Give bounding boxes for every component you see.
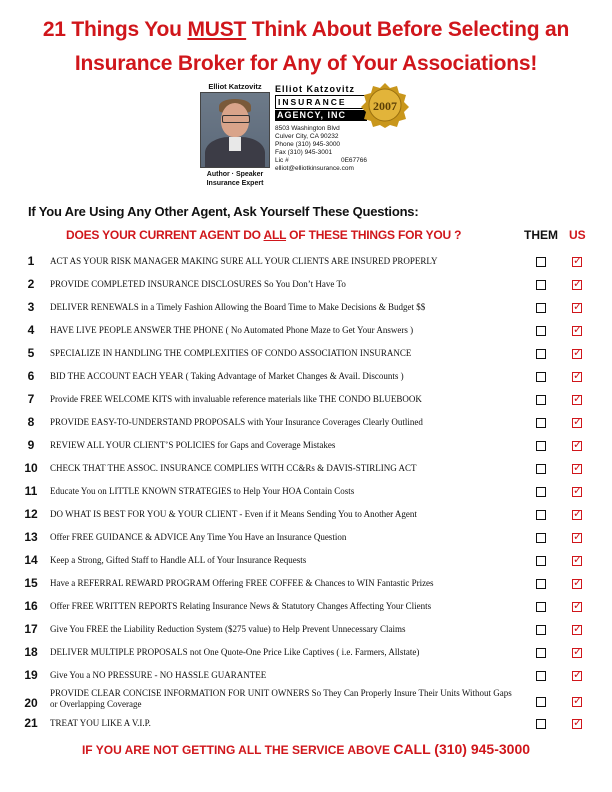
checklist-row [0,553,612,573]
page-title-line-2: Insurance Broker for Any of Your Associations! [74,52,538,75]
author-caption-1: Author · Speaker [206,171,264,178]
checkmark-icon: ✓ [573,668,583,681]
author-name: Elliot Katzovitz [208,82,262,91]
us-checkbox[interactable] [572,576,583,589]
checklist-row [0,530,612,550]
item-text: DELIVER MULTIPLE PROPOSALS not One Quote-One Price Like Captives ( i.e. Farmers, Allstate) [50,647,420,657]
checkmark-icon: ✓ [573,622,583,635]
them-checkbox[interactable] [536,349,546,359]
them-checkbox[interactable] [536,648,546,658]
item-number: 14 [24,553,38,567]
item-number: 11 [24,484,38,498]
item-text: REVIEW ALL YOUR CLIENT’S POLICIES for Gaps and Coverage Mistakes [50,440,336,450]
checkmark-icon: ✓ [573,716,583,729]
them-checkbox[interactable] [536,671,546,681]
item-text: ACT AS YOUR RISK MANAGER MAKING SURE ALL YOUR CLIENTS ARE INSURED PROPERLY [50,256,438,266]
them-checkbox[interactable] [536,464,546,474]
checklist-row [0,415,612,435]
us-checkbox[interactable] [572,694,583,707]
footer-call-to-action [0,741,612,757]
item-text: Provide FREE WELCOME KITS with invaluable reference materials like THE CONDO BLUEBOOK [50,394,422,404]
us-checkbox[interactable] [572,438,583,451]
checkmark-icon: ✓ [573,461,583,474]
checklist-row [0,323,612,343]
them-checkbox[interactable] [536,602,546,612]
item-text: PROVIDE COMPLETED INSURANCE DISCLOSURES So You Don’t Have To [50,279,346,289]
item-number: 16 [24,599,38,613]
us-checkbox[interactable] [572,553,583,566]
them-checkbox[interactable] [536,395,546,405]
us-checkbox[interactable] [572,254,583,267]
footer-text: IF YOU ARE NOT GETTING ALL THE SERVICE ABOVE [81,743,394,757]
them-checkbox[interactable] [536,418,546,428]
subheading-text: OF THESE THINGS FOR YOU ? [286,228,462,242]
us-checkbox[interactable] [572,415,583,428]
item-number: 1 [27,254,35,268]
title-emphasis: MUST [187,18,247,41]
footer-phone: CALL (310) 945-3000 [393,741,531,757]
checklist-row [0,507,612,527]
checklist-row [0,300,612,320]
phone-line: Phone (310) 945-3000 [275,141,341,148]
us-checkbox[interactable] [572,369,583,382]
checklist-row [0,668,612,688]
us-checkbox[interactable] [572,346,583,359]
item-number: 15 [24,576,38,590]
them-checkbox[interactable] [536,533,546,543]
checkmark-icon: ✓ [573,277,583,290]
item-text: Have a REFERRAL REWARD PROGRAM Offering FREE COFFEE & Chances to WIN Fantastic Prizes [50,578,434,588]
checkmark-icon: ✓ [573,553,583,566]
agency-address [275,125,367,173]
checkmark-icon: ✓ [573,300,583,313]
them-checkbox[interactable] [536,719,546,729]
intro-question: If You Are Using Any Other Agent, Ask Yourself These Questions: [28,204,419,219]
item-text: PROVIDE EASY-TO-UNDERSTAND PROPOSALS with Your Insurance Coverages Clearly Outlined [50,417,423,427]
them-checkbox[interactable] [536,257,546,267]
them-checkbox[interactable] [536,280,546,290]
item-number: 13 [24,530,38,544]
checkmark-icon: ✓ [573,694,583,707]
them-checkbox[interactable] [536,579,546,589]
checkmark-icon: ✓ [573,530,583,543]
license-value: 0E67766 [340,157,367,164]
page-title-line-1 [0,16,612,44]
item-number: 20 [24,696,38,710]
us-checkbox[interactable] [572,392,583,405]
us-checkbox[interactable] [572,645,583,658]
seal-year: 2007 [373,99,397,113]
title-text: 21 Things You [42,18,188,41]
us-checkbox[interactable] [572,507,583,520]
them-checkbox[interactable] [536,303,546,313]
agency-card-line1: INSURANCE [275,95,367,109]
us-checkbox[interactable] [572,300,583,313]
item-number: 17 [24,622,38,636]
item-number: 6 [27,369,35,383]
them-checkbox[interactable] [536,372,546,382]
item-text: Educate You on LITTLE KNOWN STRATEGIES to Help Your HOA Contain Costs [50,486,355,496]
item-number: 9 [27,438,35,452]
subheading-emphasis: ALL [263,228,287,242]
agency-card [275,84,367,173]
checklist-row [0,254,612,274]
us-checkbox[interactable] [572,461,583,474]
subheading [66,228,461,242]
checklist-row [0,690,612,710]
checklist-row [0,438,612,458]
title-text: Think About Before Selecting an [246,18,570,41]
item-number: 18 [24,645,38,659]
item-text: DELIVER RENEWALS in a Timely Fashion Allowing the Board Time to Make Decisions & Budget $$ [50,302,426,312]
us-checkbox[interactable] [572,668,583,681]
item-text: DO WHAT IS BEST FOR YOU & YOUR CLIENT - Even if it Means Sending You to Another Agent [50,509,417,519]
award-seal-icon [360,82,410,128]
them-checkbox[interactable] [536,487,546,497]
item-number: 4 [27,323,35,337]
item-number: 5 [27,346,35,360]
checklist-row [0,576,612,596]
column-header-them: THEM [524,228,558,242]
agency-card-name: Elliot Katzovitz [275,84,356,94]
item-number: 3 [27,300,35,314]
checkmark-icon: ✓ [573,346,583,359]
author-photo [200,92,270,168]
them-checkbox[interactable] [536,326,546,336]
checklist-row [0,716,612,736]
item-number: 12 [24,507,38,521]
checkmark-icon: ✓ [573,576,583,589]
item-text: CHECK THAT THE ASSOC. INSURANCE COMPLIES WITH CC&Rs & DAVIS-STIRLING ACT [50,463,417,473]
item-text: Give You FREE the Liability Reduction System ($275 value) to Help Prevent Unnecessary Claims [50,624,406,634]
checkmark-icon: ✓ [573,507,583,520]
item-text: SPECIALIZE IN HANDLING THE COMPLEXITIES OF CONDO ASSOCIATION INSURANCE [50,348,412,358]
item-text: Give You a NO PRESSURE - NO HASSLE GUARANTEE [50,670,267,680]
them-checkbox[interactable] [536,510,546,520]
item-number: 7 [27,392,35,406]
item-number: 10 [24,461,38,475]
checklist-row [0,346,612,366]
checkmark-icon: ✓ [573,438,583,451]
author-photo-block [195,82,275,194]
agency-card-line2: AGENCY, INC [275,110,367,121]
them-checkbox[interactable] [536,697,546,707]
checkmark-icon: ✓ [573,599,583,612]
item-text: TREAT YOU LIKE A V.I.P. [50,718,151,728]
item-number: 2 [27,277,35,291]
item-text: PROVIDE CLEAR CONCISE INFORMATION FOR UNIT OWNERS So They Can Properly Insure Their Units Without Gaps or Overlapping Coverage [50,688,512,709]
address-line-2: Culver City, CA 90232 [275,133,339,140]
license-line [275,157,367,165]
checkmark-icon: ✓ [573,484,583,497]
item-number: 19 [24,668,38,682]
checklist-row [0,645,612,665]
us-checkbox[interactable] [572,530,583,543]
checklist-row [0,484,612,504]
column-header-us: US [569,228,586,242]
checkmark-icon: ✓ [573,645,583,658]
us-checkbox[interactable] [572,716,583,729]
item-text: Offer FREE WRITTEN REPORTS Relating Insurance News & Statutory Changes Affecting Your Clients [50,601,432,611]
checkmark-icon: ✓ [573,254,583,267]
email-line: elliot@elliotkinsurance.com [275,165,354,172]
item-text: Keep a Strong, Gifted Staff to Handle ALL of Your Insurance Requests [50,555,307,565]
them-checkbox[interactable] [536,556,546,566]
them-checkbox[interactable] [536,625,546,635]
checklist-row [0,599,612,619]
item-number: 21 [24,716,38,730]
item-text: Offer FREE GUIDANCE & ADVICE Any Time You Have an Insurance Question [50,532,347,542]
checklist-row [0,277,612,297]
author-caption-2: Insurance Expert [206,180,264,187]
subheading-text: DOES YOUR CURRENT AGENT DO [66,228,264,242]
item-number: 8 [27,415,35,429]
checkmark-icon: ✓ [573,392,583,405]
address-line-1: 8503 Washington Blvd [275,125,340,132]
checklist-row [0,392,612,412]
item-text: HAVE LIVE PEOPLE ANSWER THE PHONE ( No Automated Phone Maze to Get Your Answers ) [50,325,414,335]
us-checkbox[interactable] [572,599,583,612]
fax-line: Fax (310) 945-3001 [275,149,333,156]
us-checkbox[interactable] [572,484,583,497]
checklist-row [0,369,612,389]
checklist-row [0,461,612,481]
us-checkbox[interactable] [572,622,583,635]
checkmark-icon: ✓ [573,369,583,382]
checklist-row [0,622,612,642]
item-text: BID THE ACCOUNT EACH YEAR ( Taking Advantage of Market Changes & Avail. Discounts ) [50,371,404,381]
us-checkbox[interactable] [572,323,583,336]
them-checkbox[interactable] [536,441,546,451]
us-checkbox[interactable] [572,277,583,290]
checkmark-icon: ✓ [573,415,583,428]
license-label: Lic # [275,157,289,164]
checkmark-icon: ✓ [573,323,583,336]
